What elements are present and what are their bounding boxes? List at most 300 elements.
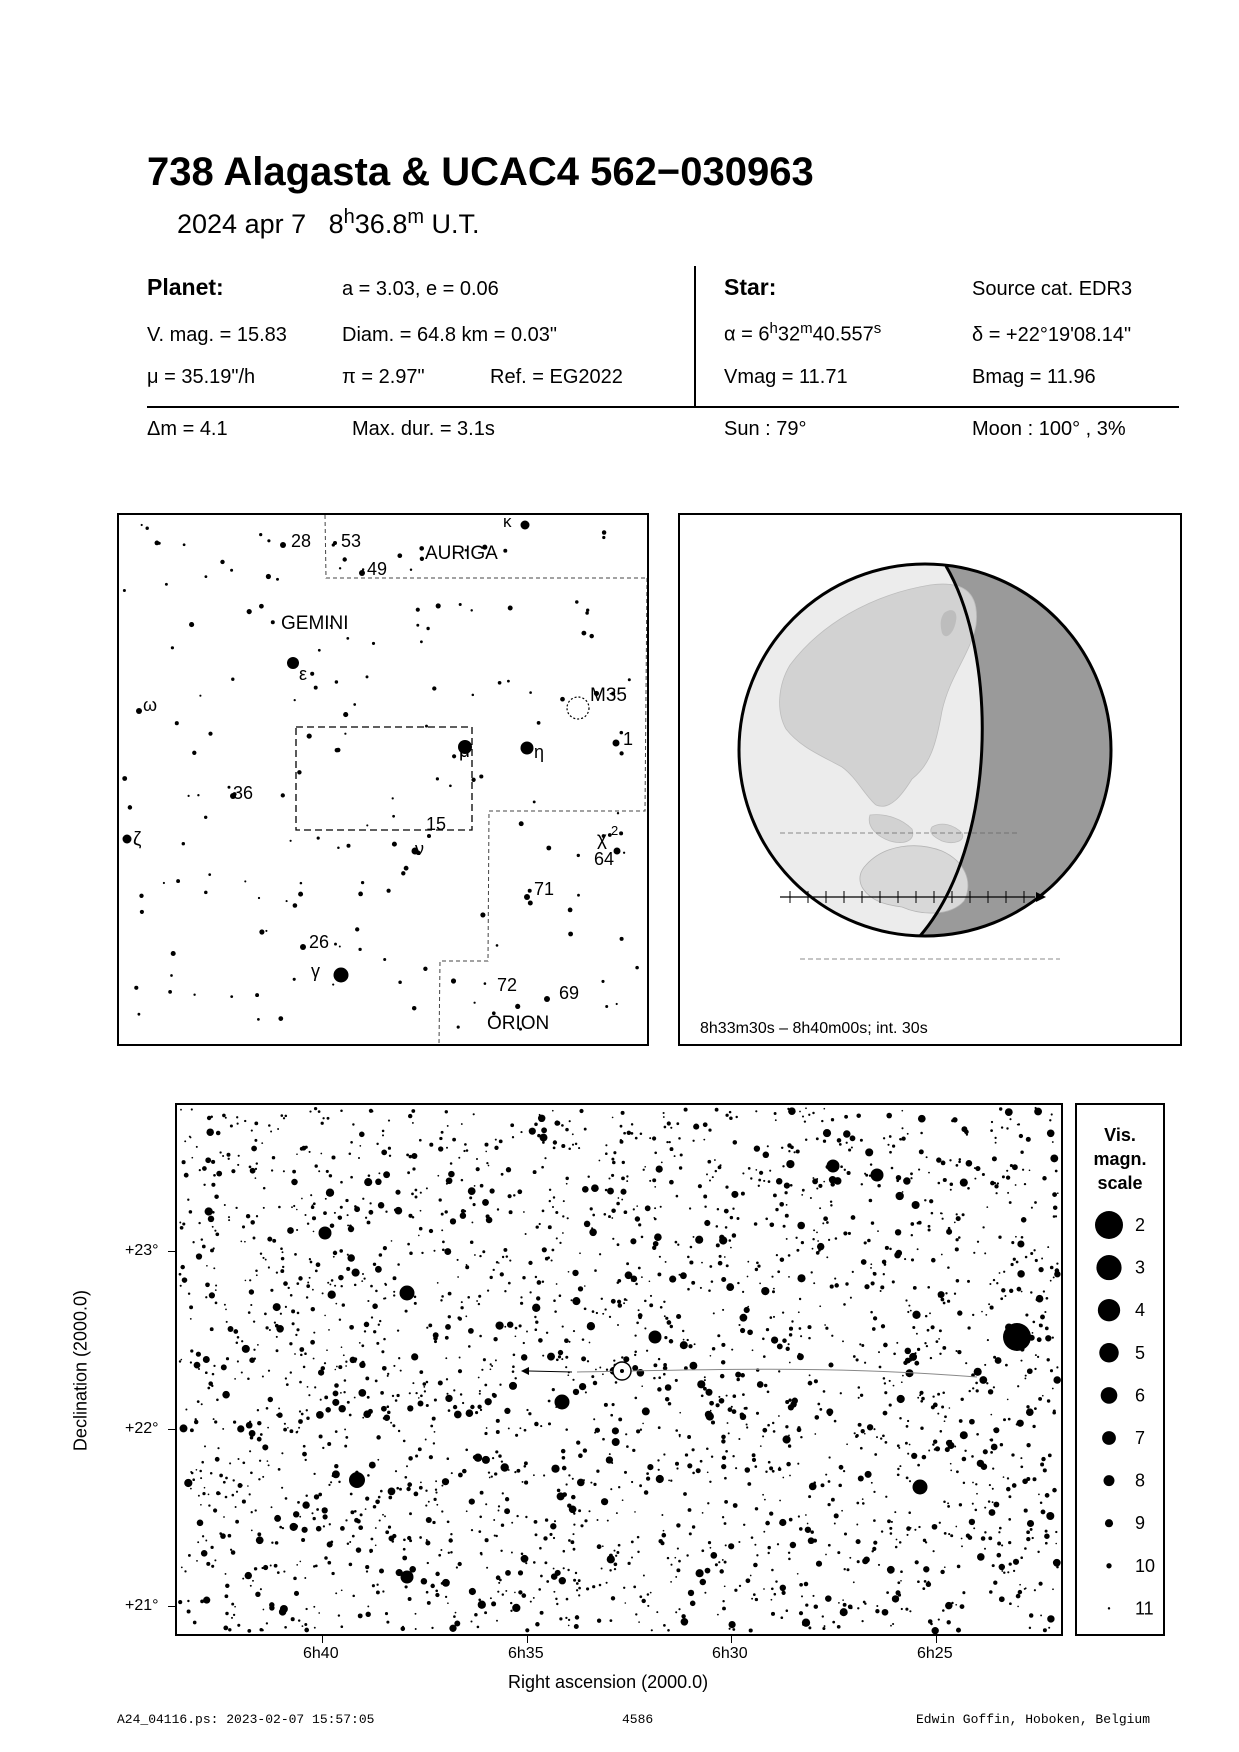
field-star — [796, 1249, 799, 1252]
field-star — [432, 1417, 436, 1421]
field-star — [442, 1248, 445, 1251]
field-star — [226, 1393, 228, 1395]
finder-star — [189, 622, 194, 627]
field-star — [977, 1553, 985, 1561]
field-star — [1032, 1537, 1034, 1539]
field-star — [797, 1427, 802, 1432]
field-star — [1024, 1588, 1026, 1590]
field-star — [780, 1616, 783, 1619]
field-star — [939, 1522, 941, 1524]
field-star — [575, 1615, 579, 1619]
field-star — [892, 1570, 895, 1573]
field-star — [415, 1454, 418, 1457]
field-star — [924, 1342, 926, 1344]
field-star — [902, 1191, 904, 1193]
field-star — [1039, 1582, 1043, 1586]
field-star — [311, 1512, 313, 1514]
field-star — [458, 1369, 462, 1373]
field-star — [679, 1412, 681, 1414]
magnitude-value: 11 — [1135, 1598, 1154, 1619]
field-star — [631, 1123, 633, 1125]
field-star — [345, 1365, 347, 1367]
finder-star — [307, 734, 312, 739]
field-star — [205, 1157, 211, 1163]
field-star — [231, 1617, 233, 1619]
bright-star — [1003, 1323, 1031, 1351]
field-star — [340, 1625, 343, 1628]
field-star — [350, 1141, 353, 1144]
field-star — [696, 1569, 704, 1577]
field-star — [283, 1428, 287, 1432]
field-star — [710, 1547, 712, 1549]
field-star — [1047, 1358, 1050, 1361]
field-star — [757, 1381, 764, 1388]
field-star — [695, 1236, 703, 1244]
field-star — [301, 1538, 305, 1542]
magnitude-dot — [1106, 1563, 1111, 1568]
field-star — [272, 1239, 276, 1243]
field-star — [405, 1310, 408, 1313]
field-star — [563, 1200, 565, 1202]
field-star — [993, 1279, 995, 1281]
field-star — [414, 1492, 419, 1497]
field-star — [384, 1414, 391, 1421]
field-star — [278, 1468, 281, 1471]
field-star — [334, 1464, 338, 1468]
field-star — [987, 1339, 989, 1341]
field-star — [338, 1365, 342, 1369]
field-star — [345, 1199, 348, 1202]
field-star — [388, 1526, 391, 1529]
field-star — [533, 1597, 535, 1599]
field-star — [193, 1621, 197, 1625]
field-star — [955, 1238, 958, 1241]
field-star — [591, 1227, 593, 1229]
field-star — [441, 1131, 444, 1134]
field-star — [200, 1504, 202, 1506]
field-star — [411, 1153, 417, 1159]
field-star — [255, 1592, 260, 1597]
field-star — [775, 1208, 778, 1211]
field-star — [447, 1457, 450, 1460]
field-star — [208, 1504, 210, 1506]
field-star — [296, 1328, 299, 1331]
field-star — [580, 1524, 583, 1527]
field-star — [843, 1470, 845, 1472]
field-star — [390, 1422, 392, 1424]
field-star — [554, 1310, 557, 1313]
field-star — [708, 1128, 711, 1131]
field-star — [261, 1142, 263, 1144]
field-star — [926, 1582, 931, 1587]
field-star — [511, 1552, 513, 1554]
field-star — [400, 1370, 402, 1372]
field-star — [309, 1151, 311, 1153]
field-star — [731, 1349, 733, 1351]
finder-star — [410, 569, 412, 571]
field-star — [485, 1143, 489, 1147]
field-star — [778, 1415, 780, 1417]
cluster-label: M35 — [590, 685, 627, 706]
finder-star — [298, 892, 303, 897]
field-star — [524, 1481, 528, 1485]
field-star — [340, 1109, 343, 1112]
field-star — [347, 1214, 349, 1216]
field-star — [486, 1427, 488, 1429]
field-star — [469, 1589, 472, 1592]
field-star — [216, 1171, 222, 1177]
field-star — [1054, 1271, 1060, 1277]
field-star — [899, 1417, 902, 1420]
field-star — [599, 1584, 602, 1587]
field-star — [844, 1169, 846, 1171]
field-star — [733, 1394, 737, 1398]
field-star — [1052, 1141, 1054, 1143]
field-star — [882, 1609, 889, 1616]
field-star — [1056, 1366, 1058, 1368]
field-star — [735, 1467, 737, 1469]
field-star — [873, 1272, 877, 1276]
field-star — [651, 1629, 653, 1631]
field-star — [529, 1291, 531, 1293]
field-star — [423, 1386, 425, 1388]
field-star — [1009, 1201, 1012, 1204]
field-star — [911, 1453, 917, 1459]
field-star — [524, 1461, 528, 1465]
field-star — [722, 1309, 724, 1311]
finder-star — [204, 891, 208, 895]
field-star — [395, 1470, 397, 1472]
field-star — [270, 1131, 272, 1133]
field-star — [905, 1299, 907, 1301]
field-star — [593, 1483, 596, 1486]
finder-star — [581, 631, 586, 636]
field-star — [1055, 1170, 1058, 1173]
field-star — [216, 1399, 219, 1402]
field-star — [894, 1511, 896, 1513]
field-star — [995, 1192, 997, 1194]
field-star — [554, 1120, 559, 1125]
magnitude-scale — [1075, 1103, 1165, 1636]
field-star — [644, 1166, 646, 1168]
field-star — [885, 1496, 887, 1498]
field-star — [310, 1261, 313, 1264]
field-star — [1007, 1399, 1009, 1401]
field-star — [178, 1600, 182, 1604]
field-star — [533, 1170, 537, 1174]
field-star — [788, 1399, 791, 1402]
field-star — [352, 1535, 355, 1538]
field-star — [282, 1527, 284, 1529]
field-star — [486, 1217, 493, 1224]
field-star — [553, 1299, 556, 1302]
field-star — [725, 1186, 728, 1189]
field-star — [1033, 1477, 1037, 1481]
field-star — [864, 1433, 866, 1435]
field-star — [548, 1400, 551, 1403]
field-star — [783, 1225, 786, 1228]
field-star — [1009, 1118, 1011, 1120]
field-star — [231, 1550, 236, 1555]
field-star — [909, 1444, 911, 1446]
star-label-zeta: ζ — [133, 829, 142, 850]
field-star — [1021, 1291, 1023, 1293]
field-star — [559, 1242, 561, 1244]
field-star — [1020, 1465, 1023, 1468]
field-star — [397, 1263, 400, 1266]
field-star — [546, 1580, 549, 1583]
field-star — [211, 1160, 215, 1164]
field-star — [804, 1120, 806, 1122]
field-star — [266, 1407, 269, 1410]
field-star — [264, 1313, 267, 1316]
field-star — [814, 1379, 818, 1383]
field-star — [299, 1561, 301, 1563]
field-star — [354, 1510, 357, 1513]
field-star — [617, 1300, 621, 1304]
field-star — [201, 1550, 208, 1557]
field-star — [329, 1174, 332, 1177]
field-star — [973, 1527, 975, 1529]
finder-star — [297, 770, 301, 774]
field-star — [375, 1266, 382, 1273]
field-star — [767, 1424, 770, 1427]
field-star — [930, 1357, 932, 1359]
field-star — [573, 1523, 575, 1525]
field-star — [1029, 1627, 1031, 1629]
field-star — [191, 1108, 193, 1110]
field-star — [1022, 1169, 1024, 1171]
field-star — [494, 1535, 496, 1537]
field-star — [378, 1324, 380, 1326]
field-star — [354, 1284, 357, 1287]
field-star — [250, 1220, 255, 1225]
field-star — [304, 1352, 307, 1355]
field-star — [947, 1620, 951, 1624]
field-star — [392, 1540, 394, 1542]
field-star — [656, 1475, 664, 1483]
field-star — [548, 1422, 551, 1425]
field-star — [221, 1364, 227, 1370]
field-star — [1051, 1113, 1053, 1115]
field-star — [950, 1189, 952, 1191]
field-star — [819, 1408, 822, 1411]
field-star — [921, 1397, 925, 1401]
field-star — [649, 1180, 651, 1182]
finder-star — [451, 978, 456, 983]
field-star — [1020, 1556, 1023, 1559]
finder-named-star — [300, 944, 306, 950]
field-star — [426, 1381, 429, 1384]
field-star — [225, 1496, 228, 1499]
field-star — [399, 1488, 402, 1491]
field-star — [884, 1382, 886, 1384]
field-star — [789, 1518, 793, 1522]
field-star — [815, 1415, 820, 1420]
field-star — [206, 1265, 208, 1267]
field-star — [275, 1324, 279, 1328]
star-label-nu: ν — [415, 839, 424, 859]
field-star — [539, 1114, 541, 1116]
finder-star — [171, 646, 174, 649]
field-star — [504, 1508, 510, 1514]
field-star — [190, 1318, 192, 1320]
field-star — [237, 1164, 239, 1166]
field-star — [255, 1270, 258, 1273]
field-star — [747, 1261, 749, 1263]
field-star — [419, 1370, 423, 1374]
field-star — [649, 1137, 651, 1139]
field-star — [460, 1213, 466, 1219]
field-star — [818, 1184, 822, 1188]
field-star — [871, 1482, 873, 1484]
field-star — [843, 1603, 847, 1607]
field-star — [429, 1229, 433, 1233]
field-star — [605, 1152, 608, 1155]
field-star — [180, 1424, 188, 1432]
field-star — [433, 1250, 435, 1252]
field-star — [665, 1317, 668, 1320]
field-star — [960, 1604, 965, 1609]
field-star — [700, 1287, 702, 1289]
field-star — [989, 1590, 993, 1594]
field-star — [568, 1341, 570, 1343]
field-star — [426, 1539, 428, 1541]
field-star — [680, 1272, 687, 1279]
field-star — [675, 1241, 678, 1244]
field-star — [573, 1548, 576, 1551]
field-star — [769, 1170, 771, 1172]
dec-tick-23: +23° — [125, 1242, 159, 1259]
field-star — [458, 1157, 460, 1159]
field-star — [1047, 1246, 1049, 1248]
field-star — [567, 1217, 569, 1219]
field-star — [623, 1132, 626, 1135]
field-star — [446, 1378, 448, 1380]
field-star — [375, 1179, 381, 1185]
field-star — [489, 1477, 491, 1479]
finder-star — [300, 882, 303, 885]
field-star — [669, 1180, 674, 1185]
field-star — [786, 1347, 790, 1351]
field-star — [478, 1377, 480, 1379]
field-star — [897, 1395, 905, 1403]
field-star — [660, 1206, 662, 1208]
field-star — [558, 1350, 563, 1355]
field-star — [361, 1344, 364, 1347]
field-star — [313, 1332, 315, 1334]
field-star — [535, 1328, 538, 1331]
field-star — [281, 1114, 284, 1117]
field-star — [732, 1208, 734, 1210]
field-star — [358, 1613, 363, 1618]
field-star — [448, 1315, 451, 1318]
field-star — [485, 1503, 487, 1505]
field-star — [529, 1128, 536, 1135]
field-star — [781, 1147, 783, 1149]
field-star — [224, 1204, 226, 1206]
field-star — [556, 1603, 558, 1605]
field-star — [482, 1250, 485, 1253]
field-star — [639, 1595, 642, 1598]
field-star — [994, 1137, 996, 1139]
field-star — [1050, 1369, 1053, 1372]
field-star — [618, 1486, 620, 1488]
field-star — [371, 1316, 373, 1318]
field-star — [228, 1158, 230, 1160]
field-star — [202, 1166, 207, 1171]
field-star — [805, 1527, 811, 1533]
field-star — [802, 1115, 804, 1117]
field-star — [369, 1202, 371, 1204]
field-star — [882, 1260, 887, 1265]
field-star — [340, 1285, 342, 1287]
field-star — [495, 1359, 497, 1361]
field-star — [1001, 1570, 1003, 1572]
field-star — [676, 1523, 680, 1527]
field-star — [741, 1192, 745, 1196]
field-star — [534, 1123, 538, 1127]
field-star — [214, 1420, 217, 1423]
field-star — [1033, 1249, 1035, 1251]
field-star — [791, 1320, 793, 1322]
field-star — [639, 1484, 642, 1487]
field-star — [856, 1113, 861, 1118]
field-star — [498, 1582, 500, 1584]
field-star — [438, 1146, 443, 1151]
field-star — [205, 1540, 207, 1542]
field-star — [643, 1575, 645, 1577]
field-star — [258, 1478, 260, 1480]
field-star — [222, 1428, 224, 1430]
field-star — [709, 1265, 712, 1268]
field-star — [321, 1122, 324, 1125]
field-star — [369, 1210, 374, 1215]
field-star — [823, 1181, 825, 1183]
field-star — [406, 1465, 408, 1467]
field-star — [976, 1433, 979, 1436]
field-star — [233, 1479, 235, 1481]
field-star — [241, 1371, 243, 1373]
field-star — [280, 1313, 282, 1315]
field-star — [470, 1405, 474, 1409]
field-star — [924, 1199, 926, 1201]
field-star — [456, 1566, 458, 1568]
field-star — [896, 1539, 898, 1541]
field-star — [461, 1123, 463, 1125]
field-star — [729, 1117, 733, 1121]
field-star — [457, 1259, 459, 1261]
field-star — [449, 1625, 456, 1632]
field-star — [562, 1232, 564, 1234]
field-star — [448, 1171, 455, 1178]
field-star — [421, 1252, 423, 1254]
field-star — [492, 1393, 496, 1397]
magnitude-dot — [1104, 1475, 1115, 1486]
field-star — [326, 1349, 328, 1351]
field-star — [762, 1494, 764, 1496]
field-star — [559, 1294, 562, 1297]
field-star — [622, 1161, 625, 1164]
field-star — [633, 1586, 636, 1589]
field-star — [388, 1488, 396, 1496]
field-star — [822, 1616, 824, 1618]
field-star — [718, 1261, 723, 1266]
field-star — [573, 1579, 576, 1582]
field-star — [901, 1608, 903, 1610]
field-star — [553, 1140, 557, 1144]
field-star — [1017, 1270, 1025, 1278]
